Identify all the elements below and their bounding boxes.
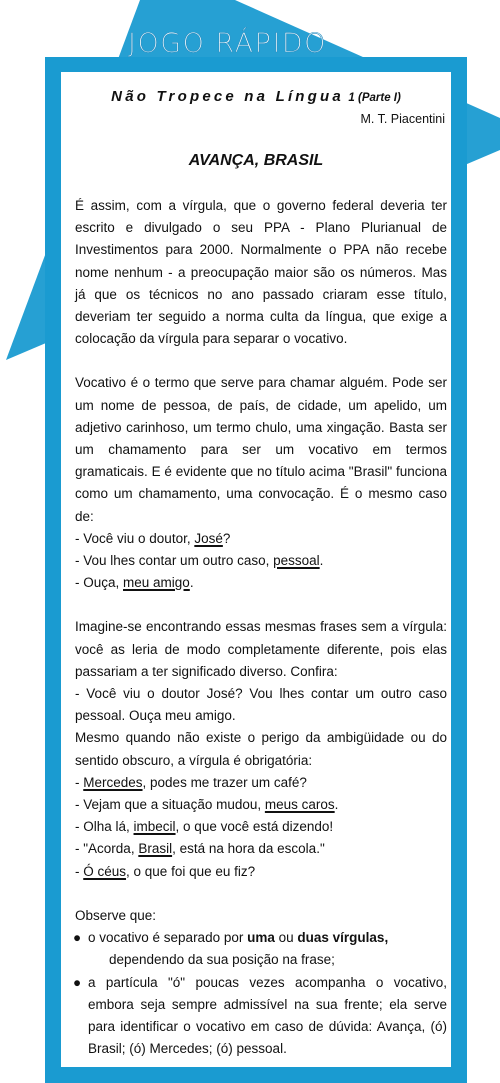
vocative-term: Brasil — [138, 841, 173, 857]
vocative-term: pessoal — [273, 553, 320, 569]
paragraph-3: Imagine-se encontrando essas mesmas frases sem a vírgula: você as leria de modo completamente diferente, pois elas passariam a ter significado diverso. Confira: — [75, 619, 447, 679]
bullet-item-1: ● o vocativo é separado por uma ou duas vírgulas, — [75, 927, 447, 949]
example-line: - Mercedes, podes me trazer um café? — [75, 774, 307, 790]
section-header: JOGO RÁPIDO — [128, 28, 327, 59]
example-line: - Ouça, meu amigo. — [75, 575, 194, 591]
title-line — [61, 88, 451, 106]
vocative-term: Mercedes — [83, 774, 143, 790]
article-heading: AVANÇA, BRASIL — [188, 152, 324, 169]
article-card — [61, 72, 451, 1067]
vocative-term: Ó céus — [83, 863, 127, 879]
part-label: 1 (Parte I) — [348, 92, 401, 104]
paragraph-2: Vocativo é o termo que serve para chamar alguém. Pode ser um nome de pessoa, de país, de cidade, um apelido, um adjetivo carinhoso, um termo chulo, uma xingação. Basta ser um chamamento para ser um vocativo em termos gramaticais. E é evidente que no título acima "Brasil" funciona como um chamamento, uma convocação. É o mesmo caso de: — [75, 375, 447, 524]
author: M. T. Piacentini — [360, 112, 445, 126]
vocative-term: meus caros — [264, 797, 335, 813]
bullet-item-1-continuation: dependendo da sua posição na frase; — [109, 952, 335, 968]
vocative-term: imbecil — [133, 819, 176, 835]
example-line: - Vou lhes contar um outro caso, pessoal. — [75, 553, 324, 569]
vocative-term: José — [194, 530, 223, 546]
observe-label: Observe que: — [75, 907, 157, 923]
bullet-dot-icon: ● — [73, 930, 82, 946]
example-line: - Olha lá, imbecil, o que você está dizendo! — [75, 819, 334, 835]
paragraph-1: É assim, com a vírgula, que o governo federal deveria ter escrito e divulgado o seu PPA - Plano Plurianual de Investimentos para 2000. Normalmente o PPA não recebe nome nenhum - a preocupação maior são os números. Mas já que os técnicos no ano passado criaram esse título, deveriam ter seguido a norma culta da língua, que exige a colocação da vírgula para separar o vocativo. — [75, 198, 447, 347]
example-line: - Vejam que a situação mudou, meus caros. — [75, 797, 339, 813]
paragraph-4: - Você viu o doutor José? Vou lhes contar um outro caso pessoal. Ouça meu amigo. — [75, 686, 447, 724]
vocative-term: meu amigo — [123, 575, 190, 591]
example-line: - Você viu o doutor, José? — [75, 530, 231, 546]
bullet-dot-icon: ● — [73, 974, 82, 990]
article-body — [75, 195, 447, 1060]
bullet-item-2: ● a partícula "ó" poucas vezes acompanha o vocativo, embora seja sempre admissível na sua frente; ela serve para identificar o vocativo em caso de dúvida: Avança, (ó) Brasil; (ó) Mercedes; (ó) pessoal. — [75, 972, 447, 1061]
paragraph-5: Mesmo quando não existe o perigo da ambigüidade ou do sentido obscuro, a vírgula é obrigatória: — [75, 730, 447, 768]
column-title: Não Tropece na Língua — [111, 88, 344, 105]
example-line: - "Acorda, Brasil, está na hora da escola." — [75, 841, 325, 857]
example-line: - Ó céus, o que foi que eu fiz? — [75, 863, 256, 879]
